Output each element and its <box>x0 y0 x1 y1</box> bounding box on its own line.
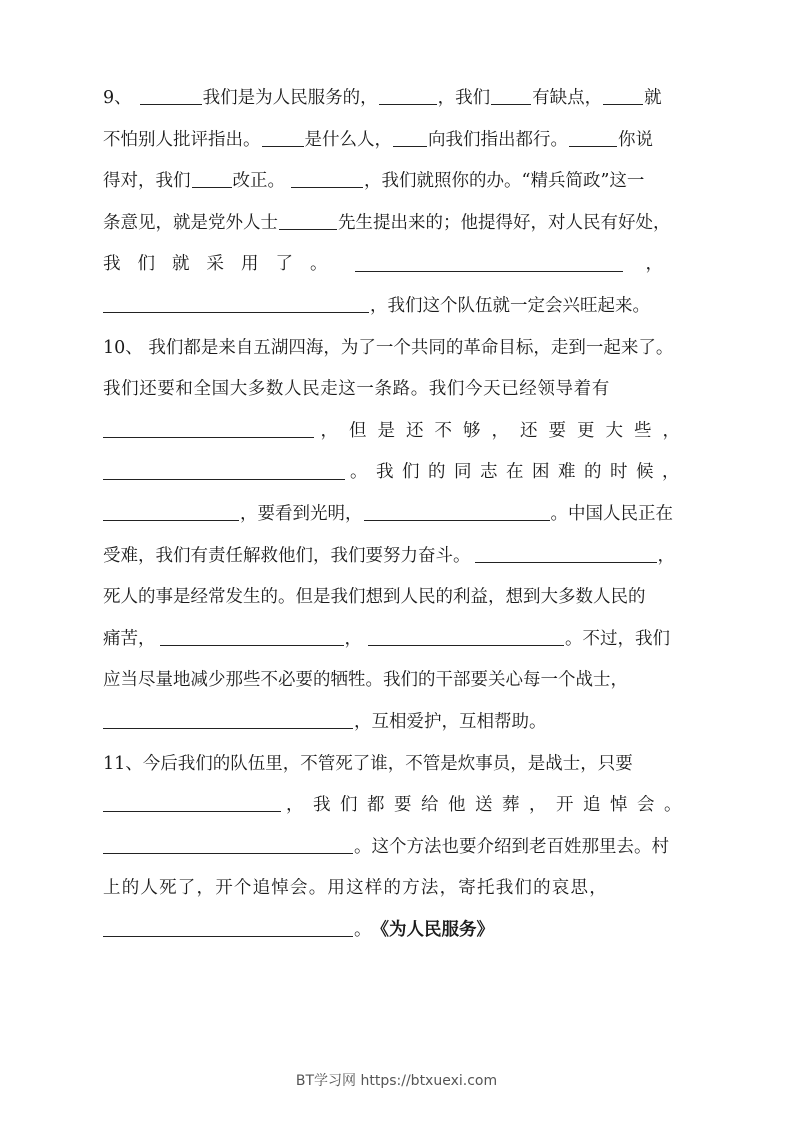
text-segment: 。中国人民正在 <box>550 503 673 524</box>
answer-blank[interactable] <box>364 502 550 521</box>
answer-blank[interactable] <box>192 169 232 188</box>
text-segment: 死人的事是经常发生的。但是我们想到人民的利益，想到大多数人民的 <box>103 587 646 608</box>
text-segment: ， <box>645 254 663 275</box>
q10-line-3 <box>103 411 691 453</box>
text-segment: 。这个方法也要介绍到老百姓那里去。村 <box>354 836 669 857</box>
text-segment: 条意见，就是党外人士 <box>103 212 278 233</box>
answer-blank[interactable] <box>393 128 427 147</box>
text-segment: 。不过，我们 <box>565 628 670 649</box>
answer-blank[interactable] <box>475 544 657 563</box>
text-segment: ，要看到光明， <box>240 503 363 524</box>
text-segment: ，我们都要给他送葬，开追悼会。 <box>286 795 691 816</box>
text-segment: ， <box>657 545 675 566</box>
q9-line-1 <box>103 78 691 120</box>
q10-line-6 <box>103 536 691 578</box>
answer-blank[interactable] <box>262 128 304 147</box>
answer-blank[interactable] <box>140 86 202 105</box>
text-segment: ，我们就照你的办。“精兵简政”这一 <box>364 171 645 192</box>
text-segment: ，互相爱护，互相帮助。 <box>354 711 547 732</box>
text-segment: 我们是为人民服务的， <box>202 88 378 108</box>
worksheet-page <box>103 78 691 951</box>
q9-line-5 <box>103 244 691 286</box>
answer-blank[interactable] <box>103 419 314 438</box>
q10-line-7 <box>103 577 691 619</box>
text-segment: 就 <box>644 88 662 108</box>
q10-line-4 <box>103 452 691 494</box>
q11-line-4 <box>103 868 691 910</box>
text-segment: 受难，我们有责任解救他们，我们要努力奋斗。 <box>103 545 471 566</box>
answer-blank[interactable] <box>103 710 353 729</box>
q9-line-2 <box>103 120 691 162</box>
text-segment: 应当尽量地减少那些不必要的牺牲。我们的干部要关心每一个战士， <box>103 670 628 691</box>
text-segment: 我们还要和全国大多数人民走这一条路。我们今天已经领导着有 <box>103 379 610 400</box>
q9-line-6 <box>103 286 691 328</box>
q10-line-1 <box>103 328 691 370</box>
q11-line-1 <box>103 744 691 786</box>
text-segment: 向我们指出都行。 <box>428 129 568 150</box>
text-segment: 10、 我们都是来自五湖四海，为了一个共同的革命目标，走到一起来了。 <box>103 337 674 358</box>
answer-blank[interactable] <box>603 86 643 105</box>
text-segment: 改正。 <box>232 171 285 192</box>
text-segment: ， <box>344 628 362 649</box>
answer-blank[interactable] <box>103 294 369 313</box>
answer-blank[interactable] <box>368 627 564 646</box>
answer-blank[interactable] <box>569 128 617 147</box>
text-segment: ，我们这个队伍就一定会兴旺起来。 <box>370 295 650 316</box>
q10-line-10 <box>103 702 691 744</box>
text-segment: ，我们 <box>437 88 491 108</box>
answer-blank[interactable] <box>291 169 363 188</box>
text-segment: 11、今后我们的队伍里，不管死了谁，不管是炊事员，是战士，只要 <box>103 753 633 774</box>
answer-blank[interactable] <box>279 211 337 230</box>
question-number: 9、 <box>103 88 132 108</box>
answer-blank[interactable] <box>103 461 345 480</box>
answer-blank[interactable] <box>103 835 353 854</box>
text-segment: 。 <box>354 919 372 940</box>
answer-blank[interactable] <box>103 502 239 521</box>
q10-line-5 <box>103 494 691 536</box>
text-segment: 不怕别人批评指出。 <box>103 129 261 150</box>
text-segment: ，但是还不够，还要更大些， <box>320 420 691 441</box>
q11-line-5 <box>103 910 691 952</box>
text-segment: 先生提出来的；他提得好，对人民有好处， <box>338 212 671 233</box>
text-segment: 。我们的同志在困难的时候， <box>350 462 688 483</box>
text-segment: 是什么人， <box>304 129 392 150</box>
text-segment: 你说 <box>618 129 653 150</box>
text-segment: 有缺点， <box>532 88 603 108</box>
answer-blank[interactable] <box>103 793 281 812</box>
text-segment: 上的人死了，开个追悼会。用这样的方法，寄托我们的哀思， <box>103 878 608 899</box>
q10-line-9 <box>103 660 691 702</box>
q9-line-4 <box>103 203 691 245</box>
answer-blank[interactable] <box>491 86 531 105</box>
q11-line-2 <box>103 785 691 827</box>
q11-line-3 <box>103 827 691 869</box>
text-segment: 痛苦， <box>103 628 156 649</box>
site-watermark: BT学习网 https://btxuexi.com <box>295 1073 498 1089</box>
text-segment: 得对，我们 <box>103 171 191 192</box>
source-title: 《为人民服务》 <box>371 919 494 940</box>
q9-line-3 <box>103 161 691 203</box>
answer-blank[interactable] <box>160 627 344 646</box>
answer-blank[interactable] <box>355 253 623 272</box>
answer-blank[interactable] <box>103 918 353 937</box>
text-segment: 我们就采用了。 <box>103 254 345 275</box>
answer-blank[interactable] <box>379 86 437 105</box>
q10-line-2 <box>103 369 691 411</box>
q10-line-8 <box>103 619 691 661</box>
